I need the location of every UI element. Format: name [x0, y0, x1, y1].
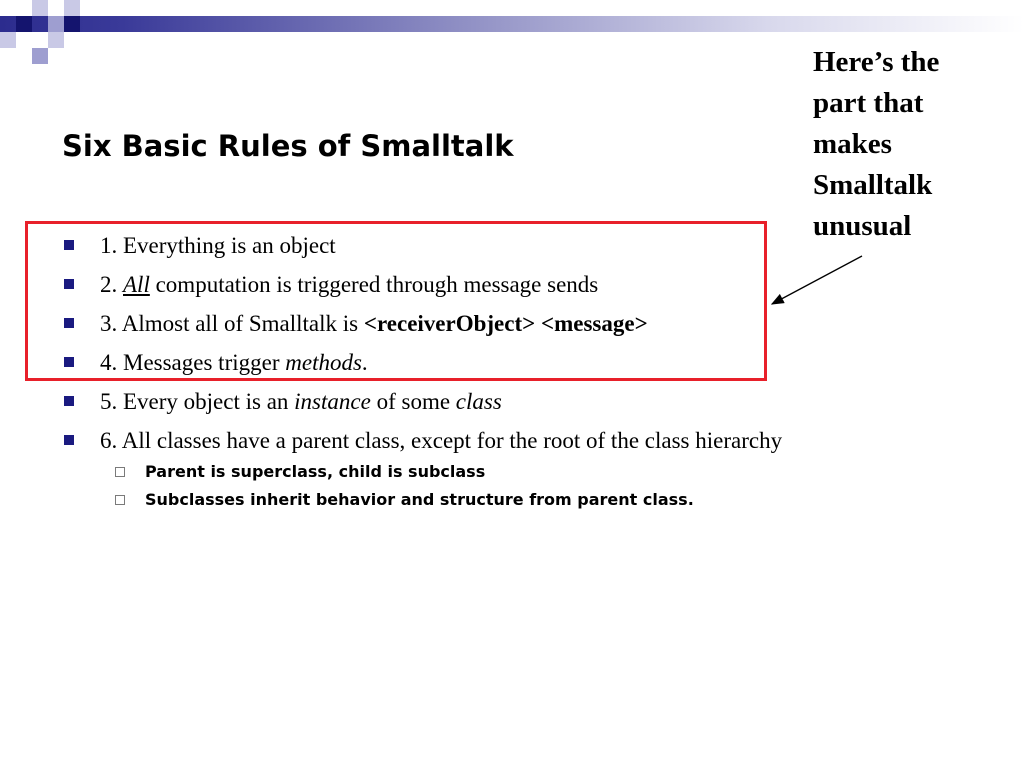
square-bullet-icon	[64, 396, 74, 406]
rule-text: 1. Everything is an object	[100, 233, 336, 258]
callout-line: Here’s the	[813, 46, 940, 78]
header-square-decoration	[48, 16, 64, 32]
rule-text: of some	[370, 389, 456, 414]
rule-emphasis: <receiverObject> <message>	[363, 311, 648, 336]
hollow-square-bullet-icon	[115, 495, 125, 505]
list-item	[115, 458, 694, 486]
rule-emphasis: instance	[294, 389, 371, 414]
rule-text: 2.	[100, 272, 123, 297]
header-square-decoration	[64, 0, 80, 16]
square-bullet-icon	[64, 357, 74, 367]
callout-line: makes	[813, 128, 892, 160]
rule-text: .	[361, 350, 368, 375]
sub-rules-list	[115, 458, 694, 514]
list-item	[62, 265, 782, 304]
rule-emphasis: class	[455, 389, 502, 414]
callout-line: unusual	[813, 210, 912, 242]
list-item	[62, 421, 782, 460]
square-bullet-icon	[64, 435, 74, 445]
rule-text: 5. Every object is an	[100, 389, 295, 414]
header-square-decoration	[64, 16, 80, 32]
header-square-decoration	[48, 32, 64, 48]
rule-text: 6. All classes have a parent class, except for the root of the class hierarchy	[100, 428, 783, 453]
rules-list	[62, 226, 782, 460]
header-square-decoration	[32, 48, 48, 64]
square-bullet-icon	[64, 318, 74, 328]
square-bullet-icon	[64, 279, 74, 289]
callout-line: part that	[813, 87, 924, 119]
sub-rule-text: Parent is superclass, child is subclass	[145, 462, 486, 481]
hollow-square-bullet-icon	[115, 467, 125, 477]
rule-emphasis: All	[123, 272, 150, 297]
rule-text: computation is triggered through message sends	[149, 272, 599, 297]
header-square-decoration	[32, 0, 48, 16]
header-square-decoration	[0, 32, 16, 48]
rule-text: 3. Almost all of Smalltalk is	[100, 311, 364, 336]
callout-arrow-line	[772, 256, 862, 304]
slide-title: Six Basic Rules of Smalltalk	[62, 129, 514, 163]
sub-rule-text: Subclasses inherit behavior and structure from parent class.	[145, 490, 694, 509]
rule-emphasis: methods	[285, 350, 362, 375]
list-item	[62, 226, 782, 265]
rule-text: 4. Messages trigger	[100, 350, 286, 375]
header-gradient-bar	[0, 16, 1024, 32]
list-item	[115, 486, 694, 514]
list-item	[62, 382, 782, 421]
callout-text	[813, 42, 1013, 247]
callout-line: Smalltalk	[813, 169, 933, 201]
header-square-decoration	[16, 16, 32, 32]
list-item	[62, 343, 782, 382]
list-item	[62, 304, 782, 343]
square-bullet-icon	[64, 240, 74, 250]
